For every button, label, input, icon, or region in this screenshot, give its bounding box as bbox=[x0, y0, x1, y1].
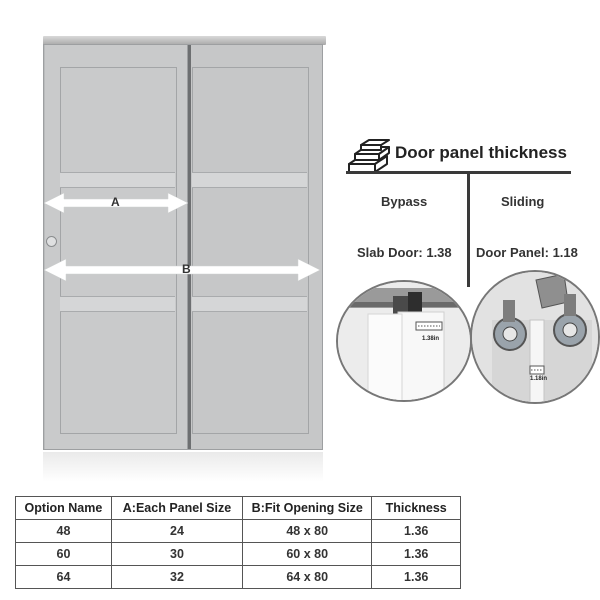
title-underline bbox=[346, 171, 571, 174]
cell-thickness: 1.36 bbox=[372, 566, 461, 589]
table-row bbox=[16, 520, 461, 543]
table-row bbox=[16, 543, 461, 566]
cell-opening-size: 60 x 80 bbox=[243, 543, 372, 566]
sliding-label: Sliding bbox=[501, 194, 545, 209]
door-illustration bbox=[0, 0, 340, 480]
cell-option: 48 bbox=[16, 520, 112, 543]
dimension-label-a: A bbox=[111, 195, 120, 209]
cell-thickness: 1.36 bbox=[372, 520, 461, 543]
header-thickness: Thickness bbox=[372, 497, 461, 520]
bypass-hardware-closeup bbox=[336, 280, 472, 402]
header-opening-size: B:Fit Opening Size bbox=[243, 497, 372, 520]
door-panel-thickness: Door Panel: 1.18 bbox=[476, 245, 578, 260]
cell-option: 64 bbox=[16, 566, 112, 589]
thickness-title: Door panel thickness bbox=[395, 143, 567, 162]
floor-reflection bbox=[43, 452, 323, 482]
header-option-name: Option Name bbox=[16, 497, 112, 520]
cell-option: 60 bbox=[16, 543, 112, 566]
bypass-label: Bypass bbox=[381, 194, 428, 209]
cell-opening-size: 48 x 80 bbox=[243, 520, 372, 543]
cell-opening-size: 64 x 80 bbox=[243, 566, 372, 589]
cell-panel-size: 32 bbox=[111, 566, 242, 589]
sliding-thickness-tag: 1.18in bbox=[530, 376, 548, 382]
cell-thickness: 1.36 bbox=[372, 543, 461, 566]
cell-panel-size: 30 bbox=[111, 543, 242, 566]
header-panel-size: A:Each Panel Size bbox=[111, 497, 242, 520]
dimension-label-b: B bbox=[182, 262, 191, 276]
table-header-row bbox=[16, 497, 461, 520]
section-divider bbox=[467, 171, 470, 287]
bypass-thickness-tag: 1.38in bbox=[422, 336, 440, 342]
sliding-hardware-closeup bbox=[470, 270, 600, 404]
dimension-arrows bbox=[0, 0, 340, 480]
cell-panel-size: 24 bbox=[111, 520, 242, 543]
table-row bbox=[16, 566, 461, 589]
size-spec-table bbox=[15, 496, 461, 589]
slab-door-thickness: Slab Door: 1.38 bbox=[357, 245, 452, 260]
